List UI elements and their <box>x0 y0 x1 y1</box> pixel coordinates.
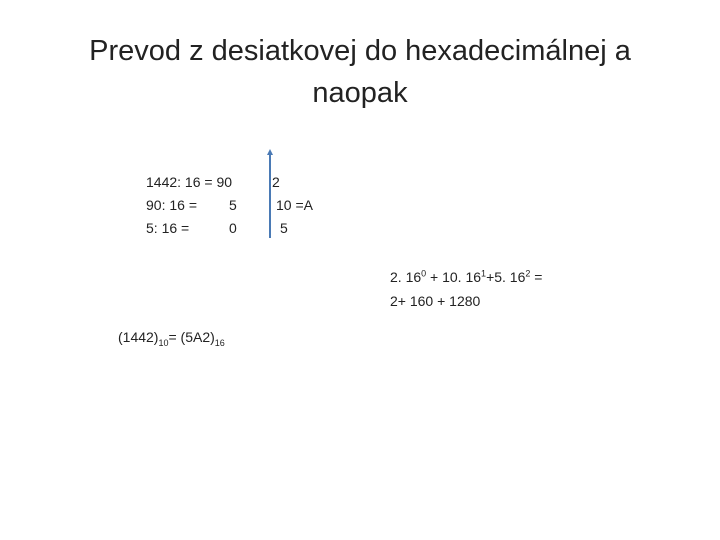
reverse-calc-result: 2+ 160 + 1280 <box>390 293 481 309</box>
division-quotient-2: 5 <box>229 197 237 213</box>
division-step-1: 1442: 16 = 90 <box>146 174 233 190</box>
division-step-3: 5: 16 = <box>146 220 190 236</box>
up-arrow-icon <box>263 148 277 240</box>
remainder-2: 10 =A <box>276 197 313 213</box>
remainder-3: 5 <box>280 220 288 236</box>
remainder-1: 2 <box>272 174 280 190</box>
conversion-result: $(1442)_{10}= (5A2)_{16}$ <box>118 329 225 348</box>
reverse-calc-expression: 2. $16^0 + 10$. $16^1+5$. $16^2$ = <box>390 268 543 285</box>
division-quotient-3: 0 <box>229 220 237 236</box>
slide-title: Prevod z desiatkovej do hexadecimálnej a naopak <box>89 35 631 109</box>
division-step-2: 90: 16 = <box>146 197 197 213</box>
